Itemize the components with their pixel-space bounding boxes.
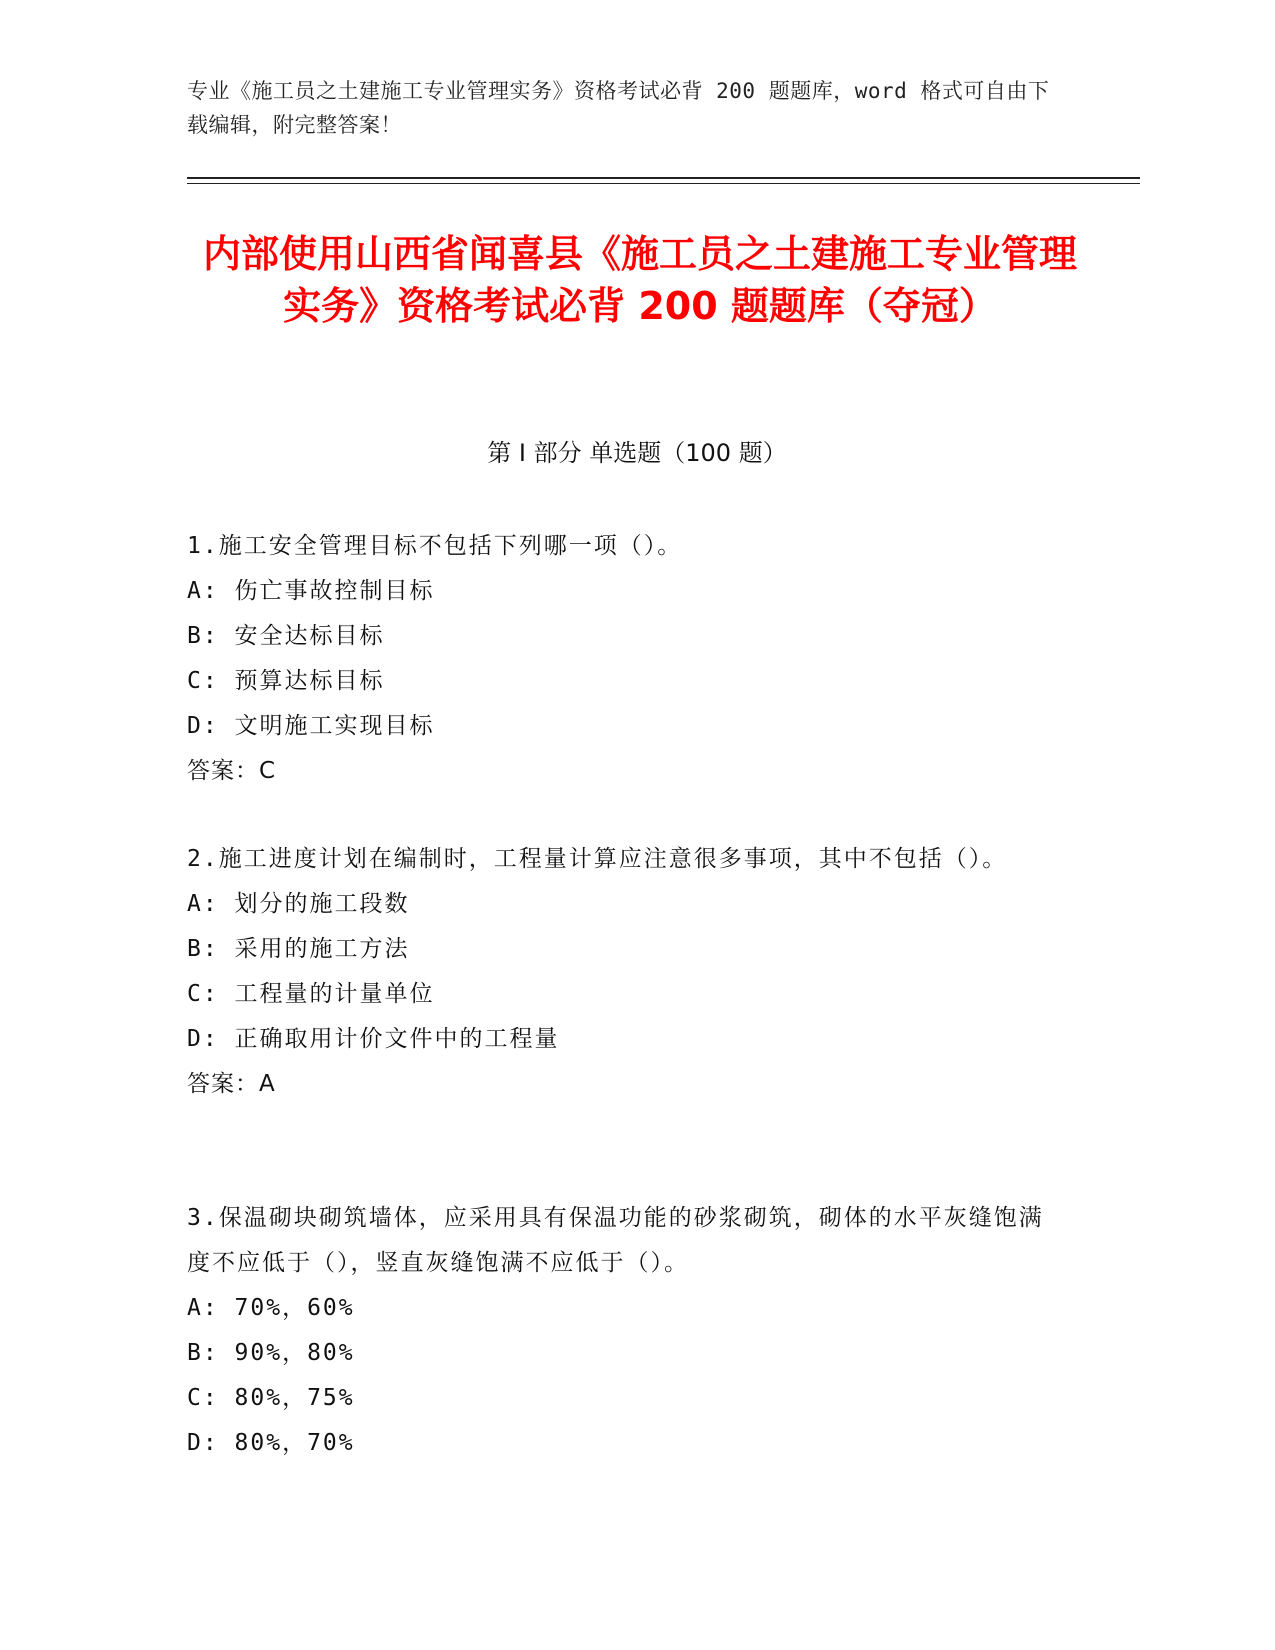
option-d: D: 80%，70%: [187, 1430, 355, 1456]
option-b: B: 采用的施工方法: [187, 936, 410, 962]
header-divider-thin: [187, 183, 1140, 184]
section-title: 第 I 部分 单选题（100 题）: [487, 439, 787, 467]
question-stem: 1.施工安全管理目标不包括下列哪一项（）。: [187, 533, 683, 559]
option-a: A: 70%，60%: [187, 1295, 355, 1321]
option-d: D: 文明施工实现目标: [187, 713, 435, 739]
option-c: C: 工程量的计量单位: [187, 981, 435, 1007]
answer: 答案：C: [187, 758, 277, 784]
option-b: B: 安全达标目标: [187, 623, 385, 649]
question-2: [187, 837, 1067, 1107]
header-note: 专业《施工员之土建施工专业管理实务》资格考试必背 200 题题库，word 格式可自由下载编辑，附完整答案！: [187, 79, 1050, 137]
question-stem: 3.保温砌块砌筑墙体，应采用具有保温功能的砂浆砌筑，砌体的水平灰缝饱满度不应低于（），竖直灰缝饱满不应低于（）。: [187, 1205, 1044, 1276]
option-c: C: 80%，75%: [187, 1385, 355, 1411]
question-1: [187, 524, 1067, 794]
option-c: C: 预算达标目标: [187, 668, 385, 694]
option-a: A: 伤亡事故控制目标: [187, 578, 435, 604]
header-divider-thick: [187, 177, 1140, 179]
question-stem: 2.施工进度计划在编制时，工程量计算应注意很多事项，其中不包括（）。: [187, 846, 1008, 872]
question-3: [187, 1196, 1067, 1466]
document-title: 内部使用山西省闻喜县《施工员之土建施工专业管理实务》资格考试必背 200 题题库（夺冠）: [202, 232, 1077, 328]
option-b: B: 90%，80%: [187, 1340, 355, 1366]
option-d: D: 正确取用计价文件中的工程量: [187, 1026, 560, 1052]
option-a: A: 划分的施工段数: [187, 891, 410, 917]
answer: 答案：A: [187, 1071, 276, 1097]
